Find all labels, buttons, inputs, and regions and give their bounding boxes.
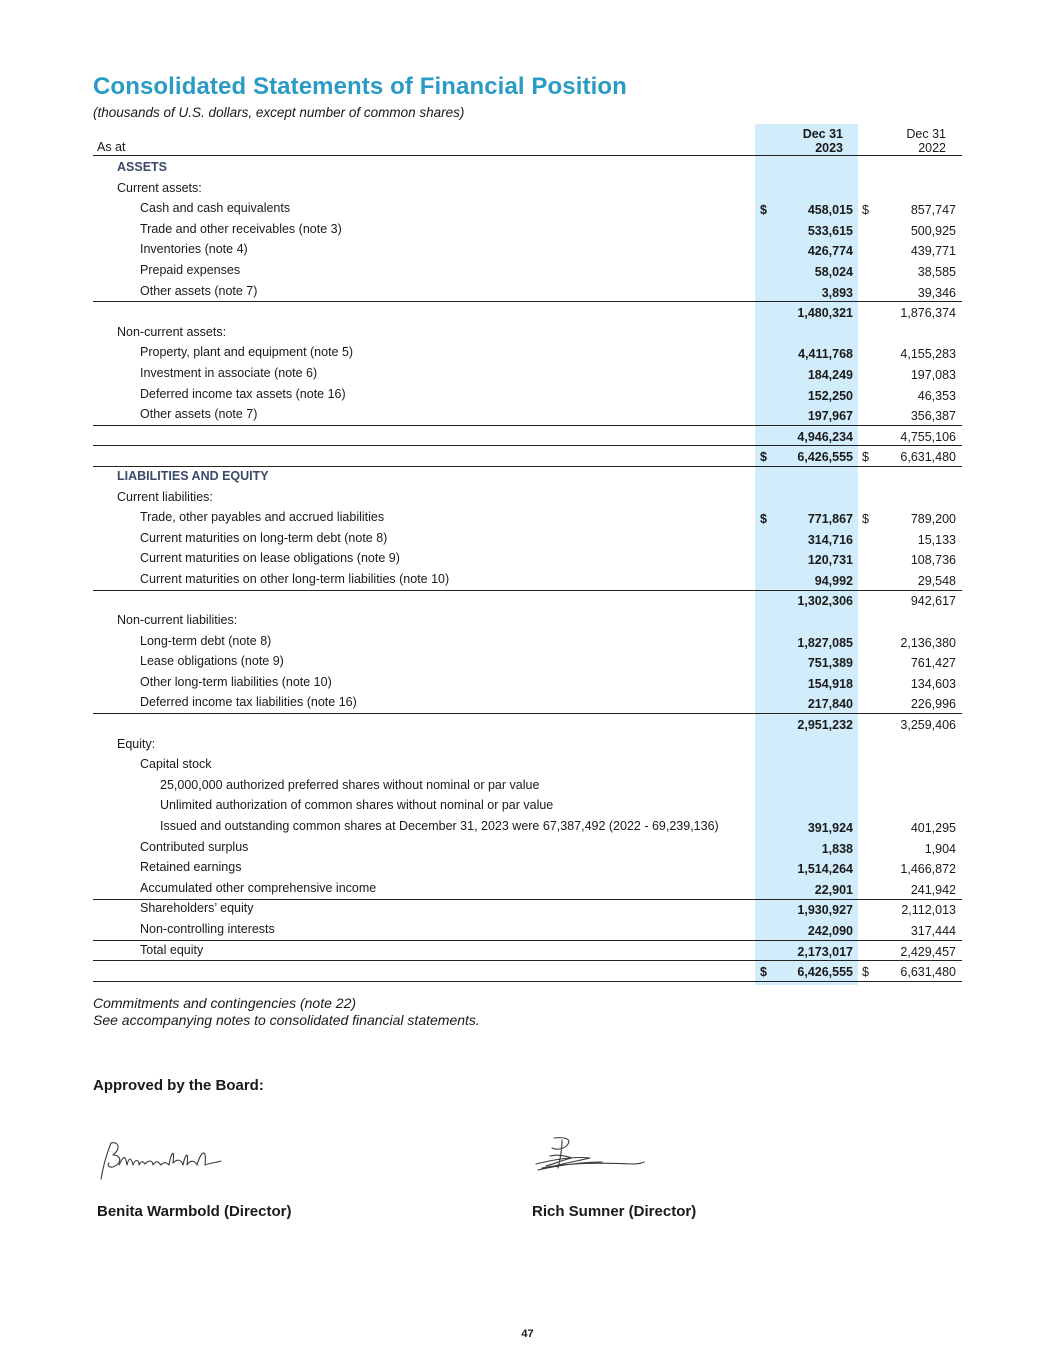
value-2022: 6,631,480 bbox=[900, 965, 956, 980]
line-item-row bbox=[93, 857, 962, 878]
currency-symbol-2022: $ bbox=[862, 203, 869, 218]
line-item-row bbox=[93, 404, 962, 425]
value-2022: 46,353 bbox=[917, 388, 956, 403]
value-2022: 6,631,480 bbox=[900, 450, 956, 465]
line-item-label: Trade and other receivables (note 3) bbox=[140, 221, 342, 236]
value-2022: 789,200 bbox=[910, 512, 956, 527]
value-2023: 1,827,085 bbox=[797, 635, 853, 650]
subtotal-row bbox=[93, 960, 962, 981]
line-item-label: LIABILITIES AND EQUITY bbox=[117, 468, 269, 483]
currency-symbol-2023: $ bbox=[760, 512, 767, 527]
line-item-label: Accumulated other comprehensive income bbox=[140, 880, 377, 895]
line-item-label: Current liabilities: bbox=[117, 489, 213, 504]
line-item-row bbox=[93, 754, 962, 775]
value-2023: 1,838 bbox=[821, 841, 853, 856]
director-name-1: Benita Warmbold (Director) bbox=[97, 1203, 292, 1220]
line-item-row bbox=[93, 548, 962, 569]
line-item-label: Deferred income tax liabilities (note 16) bbox=[140, 695, 357, 710]
value-2023: 2,173,017 bbox=[797, 944, 853, 959]
header-rule bbox=[93, 155, 962, 156]
line-item-label: Inventories (note 4) bbox=[140, 242, 248, 257]
line-item-label: Long-term debt (note 8) bbox=[140, 633, 272, 648]
signature-benita-warmbold bbox=[97, 1135, 227, 1183]
value-2022: 857,747 bbox=[910, 203, 956, 218]
line-item-label: ASSETS bbox=[117, 160, 168, 174]
value-2023: 751,389 bbox=[807, 656, 853, 671]
line-item-row bbox=[93, 239, 962, 260]
line-item-row bbox=[93, 610, 962, 631]
value-2022: 500,925 bbox=[910, 223, 956, 238]
value-2023: 22,901 bbox=[814, 882, 853, 897]
line-item-row bbox=[93, 651, 962, 672]
line-item-label: Unlimited authorization of common shares without nominal or par value bbox=[160, 798, 554, 813]
value-2022: 134,603 bbox=[910, 676, 956, 691]
line-item-row bbox=[93, 281, 962, 302]
currency-symbol-2023: $ bbox=[760, 965, 767, 980]
line-item-row bbox=[93, 569, 962, 590]
value-2023: 426,774 bbox=[807, 244, 853, 259]
line-item-label: 25,000,000 authorized preferred shares without nominal or par value bbox=[160, 777, 540, 792]
value-2023: 1,302,306 bbox=[797, 594, 853, 609]
director-name-2: Rich Sumner (Director) bbox=[532, 1203, 697, 1220]
line-item-label: Prepaid expenses bbox=[140, 262, 241, 277]
value-2023: 4,411,768 bbox=[798, 347, 853, 362]
value-2022: 3,259,406 bbox=[900, 718, 956, 733]
line-item-row bbox=[93, 672, 962, 693]
value-2022: 29,548 bbox=[917, 573, 956, 588]
currency-symbol-2023: $ bbox=[760, 203, 767, 218]
value-2023: 771,867 bbox=[807, 512, 853, 527]
line-item-label: Cash and cash equivalents bbox=[140, 201, 291, 216]
value-2022: 226,996 bbox=[910, 697, 956, 712]
page-number: 47 bbox=[521, 1328, 534, 1340]
page-subtitle: (thousands of U.S. dollars, except number of common shares) bbox=[93, 105, 465, 120]
line-item-row bbox=[93, 816, 962, 837]
subtotal-row bbox=[93, 713, 962, 734]
line-item-label: Non-current liabilities: bbox=[117, 613, 238, 628]
section-heading-row bbox=[93, 466, 962, 487]
value-2023: 6,426,555 bbox=[797, 965, 853, 980]
currency-symbol-2022: $ bbox=[862, 965, 869, 980]
value-2022: 241,942 bbox=[910, 882, 956, 897]
column-header-2022-line2: 2022 bbox=[918, 141, 946, 155]
value-2023: 1,480,321 bbox=[797, 306, 853, 321]
value-2022: 2,136,380 bbox=[900, 635, 956, 650]
line-item-label: Retained earnings bbox=[140, 860, 242, 875]
as-at-header: As at bbox=[97, 140, 126, 154]
line-item-row bbox=[93, 322, 962, 343]
line-item-label: Shareholders’ equity bbox=[140, 901, 254, 916]
line-item-row bbox=[93, 940, 962, 961]
value-2022: 317,444 bbox=[910, 923, 956, 938]
column-header-2023-line2: 2023 bbox=[815, 141, 843, 155]
line-item-label: Trade, other payables and accrued liabilities bbox=[140, 510, 385, 525]
line-item-row bbox=[93, 260, 962, 281]
column-header-2023 bbox=[755, 127, 843, 155]
line-item-row bbox=[93, 878, 962, 899]
value-2022: 761,427 bbox=[910, 656, 956, 671]
value-2023: 2,951,232 bbox=[797, 718, 853, 733]
value-2022: 942,617 bbox=[910, 594, 956, 609]
line-item-label: Current maturities on long-term debt (note 8) bbox=[140, 530, 388, 545]
page-title: Consolidated Statements of Financial Position bbox=[93, 73, 627, 100]
line-item-row bbox=[93, 507, 962, 528]
line-item-row bbox=[93, 837, 962, 858]
value-2022: 356,387 bbox=[910, 409, 956, 424]
line-item-row bbox=[93, 528, 962, 549]
financial-statement-table bbox=[93, 157, 962, 981]
value-2022: 197,083 bbox=[910, 367, 956, 382]
signature-rich-sumner bbox=[532, 1134, 647, 1178]
value-2023: 1,930,927 bbox=[797, 903, 853, 918]
value-2023: 6,426,555 bbox=[797, 450, 853, 465]
line-item-label: Capital stock bbox=[140, 757, 212, 772]
line-item-row bbox=[93, 219, 962, 240]
value-2023: 197,967 bbox=[807, 409, 853, 424]
line-item-row bbox=[93, 178, 962, 199]
value-2023: 4,946,234 bbox=[797, 429, 853, 444]
value-2023: 242,090 bbox=[807, 923, 853, 938]
line-item-label: Other long-term liabilities (note 10) bbox=[140, 674, 332, 689]
line-item-label: Total equity bbox=[140, 942, 204, 957]
row-rule bbox=[93, 981, 962, 982]
value-2023: 217,840 bbox=[807, 697, 853, 712]
value-2022: 2,429,457 bbox=[900, 944, 956, 959]
value-2022: 401,295 bbox=[910, 821, 956, 835]
line-item-row bbox=[93, 487, 962, 508]
value-2022: 39,346 bbox=[917, 285, 956, 300]
subtotal-row bbox=[93, 301, 962, 322]
value-2023: 314,716 bbox=[807, 532, 853, 547]
line-item-row bbox=[93, 795, 962, 816]
value-2023: 3,893 bbox=[821, 285, 853, 300]
line-item-row bbox=[93, 692, 962, 713]
currency-symbol-2022: $ bbox=[862, 512, 869, 527]
value-2023: 58,024 bbox=[814, 264, 853, 279]
line-item-label: Other assets (note 7) bbox=[140, 283, 258, 298]
line-item-row bbox=[93, 384, 962, 405]
line-item-label: Current maturities on other long-term liabilities (note 10) bbox=[140, 571, 450, 586]
line-item-label: Property, plant and equipment (note 5) bbox=[140, 345, 354, 360]
section-heading-row bbox=[93, 157, 962, 178]
currency-symbol-2023: $ bbox=[760, 450, 767, 465]
approved-by-board-label: Approved by the Board: bbox=[93, 1077, 264, 1094]
footnote-see-notes: See accompanying notes to consolidated financial statements. bbox=[93, 1012, 480, 1028]
line-item-label: Non-controlling interests bbox=[140, 921, 275, 936]
line-item-label: Current assets: bbox=[117, 180, 202, 195]
subtotal-row bbox=[93, 425, 962, 446]
line-item-label: Deferred income tax assets (note 16) bbox=[140, 386, 346, 401]
column-header-2023-line1: Dec 31 bbox=[802, 127, 843, 141]
line-item-label: Current maturities on lease obligations (note 9) bbox=[140, 551, 400, 566]
value-2022: 439,771 bbox=[910, 244, 956, 259]
line-item-row bbox=[93, 775, 962, 796]
value-2023: 184,249 bbox=[807, 367, 853, 382]
value-2023: 391,924 bbox=[807, 821, 853, 835]
column-header-2022-line1: Dec 31 bbox=[906, 127, 946, 141]
value-2022: 1,876,374 bbox=[900, 306, 956, 321]
line-item-row bbox=[93, 919, 962, 940]
value-2022: 108,736 bbox=[910, 553, 956, 568]
value-2022: 15,133 bbox=[917, 532, 956, 547]
value-2022: 1,904 bbox=[924, 841, 956, 856]
value-2023: 152,250 bbox=[807, 388, 853, 403]
value-2023: 533,615 bbox=[807, 223, 853, 238]
value-2023: 458,015 bbox=[807, 203, 853, 218]
line-item-label: Issued and outstanding common shares at December 31, 2023 were 67,387,492 (2022 - 69,239,136) bbox=[160, 819, 719, 833]
line-item-row bbox=[93, 734, 962, 755]
subtotal-row bbox=[93, 589, 962, 610]
currency-symbol-2022: $ bbox=[862, 450, 869, 465]
value-2023: 120,731 bbox=[807, 553, 853, 568]
footnotes bbox=[93, 995, 480, 1029]
value-2023: 154,918 bbox=[807, 676, 853, 691]
line-item-row bbox=[93, 363, 962, 384]
value-2022: 38,585 bbox=[917, 264, 956, 279]
subtotal-row bbox=[93, 445, 962, 466]
value-2023: 1,514,264 bbox=[797, 862, 853, 877]
line-item-row bbox=[93, 898, 962, 919]
value-2022: 4,755,106 bbox=[900, 429, 956, 444]
value-2022: 1,466,872 bbox=[900, 862, 956, 877]
line-item-row bbox=[93, 631, 962, 652]
footnote-commitments: Commitments and contingencies (note 22) bbox=[93, 995, 357, 1011]
line-item-row bbox=[93, 342, 962, 363]
line-item-label: Other assets (note 7) bbox=[140, 407, 258, 422]
line-item-label: Non-current assets: bbox=[117, 324, 227, 339]
column-header-2022 bbox=[858, 127, 946, 155]
line-item-label: Investment in associate (note 6) bbox=[140, 365, 318, 380]
value-2022: 4,155,283 bbox=[900, 347, 956, 362]
value-2023: 94,992 bbox=[814, 573, 853, 588]
value-2022: 2,112,013 bbox=[901, 903, 956, 918]
line-item-label: Contributed surplus bbox=[140, 839, 249, 854]
line-item-label: Equity: bbox=[117, 736, 156, 751]
line-item-row bbox=[93, 198, 962, 219]
line-item-label: Lease obligations (note 9) bbox=[140, 654, 284, 669]
